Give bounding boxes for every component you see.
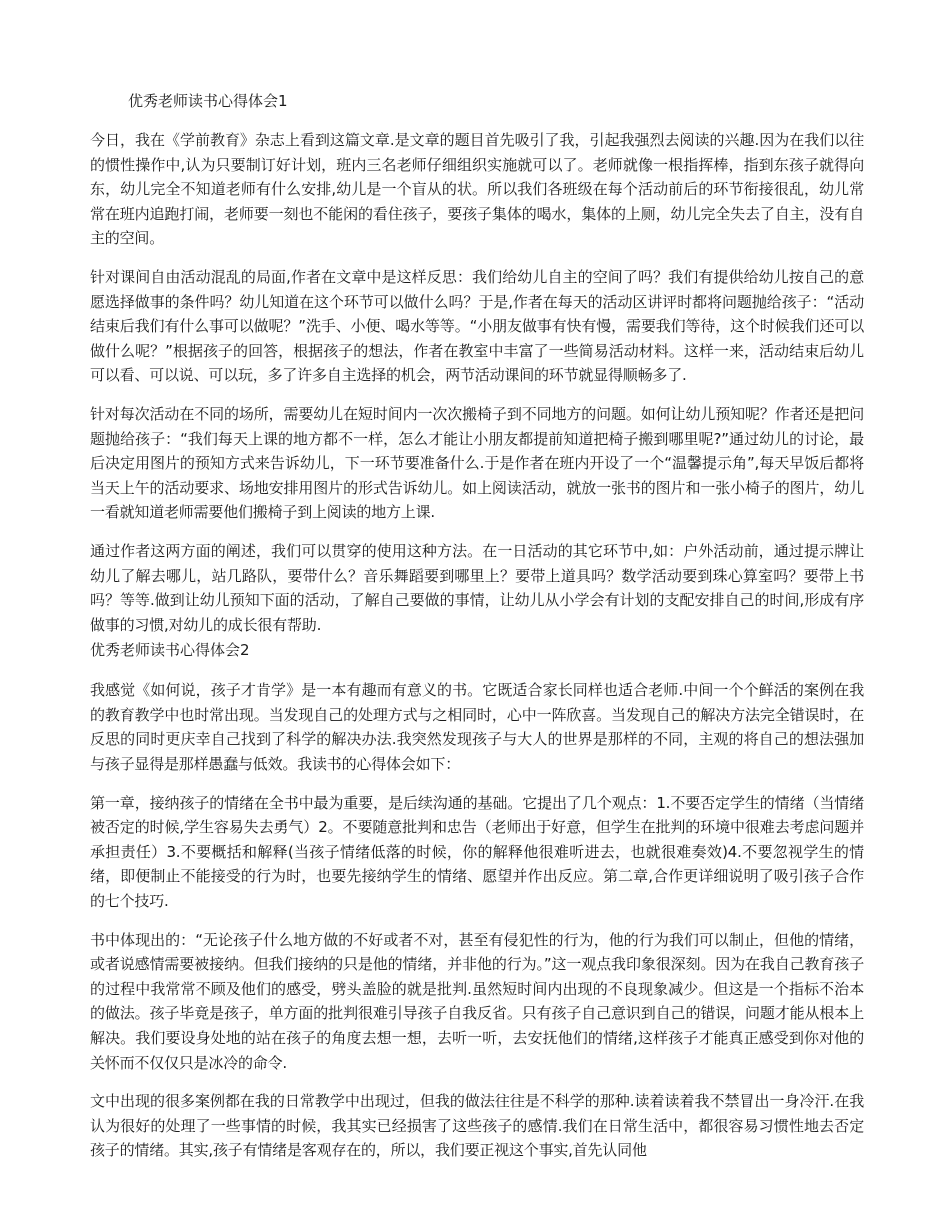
paragraph-2: 针对课间自由活动混乱的局面,作者在文章中是这样反思：我们给幼儿自主的空间了吗？我们有提供给幼儿按自己的意愿选择做事的条件吗？幼儿知道在这个环节可以做什么吗？于是,作者在每天的活动区讲评时都将问题抛给孩子：“活动结束后我们有什么事可以做呢？”洗手、小便、喝水等等。“小朋友做事有快有慢，需要我们等待，这个时候我们还可以做什么呢？”根据孩子的回答，根据孩子的想法，作者在教室中丰富了一些简易活动材料。这样一来，活动结束后幼儿可以看、可以说、可以玩，多了许多自主选择的机会，两节活动课间的环节就显得顺畅多了. — [90, 267, 864, 385]
paragraph-8: 文中出现的很多案例都在我的日常教学中出现过，但我的做法往往是不科学的那种.读着读着我不禁冒出一身冷汗.在我认为很好的处理了一些事情的时候，我其实已经损害了这些孩子的感情.我们在日常生活中，都很容易习惯性地去否定孩子的情绪。其实,孩子有情绪是客观存在的，所以，我们要正视这个事实,首先认同他 — [90, 1092, 864, 1160]
section-title-1: 优秀老师读书心得体会1 — [128, 92, 288, 110]
paragraph-6: 第一章，接纳孩子的情绪在全书中最为重要，是后续沟通的基础。它提出了几个观点：1.不要否定学生的情绪（当情绪被否定的时候,学生容易失去勇气）2。不要随意批判和忠告（老师出于好意，但学生在批判的环境中很难去考虑问题并承担责任）3.不要概括和解释(当孩子情绪低落的时候，你的解释他很难听进去，也就很难奏效)4.不要忽视学生的情绪，即便制止不能接受的行为时，也要先接纳学生的情绪、愿望并作出反应。第二章,合作更详细说明了吸引孩子合作的七个技巧. — [90, 793, 864, 911]
document-page — [90, 88, 864, 1177]
section-title-2: 优秀老师读书心得体会2 — [90, 641, 250, 660]
paragraph-3: 针对每次活动在不同的场所，需要幼儿在短时间内一次次搬椅子到不同地方的问题。如何让幼儿预知呢？作者还是把问题抛给孩子：“我们每天上课的地方都不一样，怎么才能让小朋友都提前知道把椅子搬到哪里呢?”通过幼儿的讨论，最后决定用图片的预知方式来告诉幼儿，下一环节要准备什么.于是作者在班内开设了一个“温馨提示角”,每天早饭后都将当天上午的活动要求、场地安排用图片的形式告诉幼儿。如上阅读活动，就放一张书的图片和一张小椅子的图片，幼儿一看就知道老师需要他们搬椅子到上阅读的地方上课. — [90, 404, 864, 522]
paragraph-1: 今日，我在《学前教育》杂志上看到这篇文章.是文章的题目首先吸引了我，引起我强烈去阅读的兴趣.因为在我们以往的惯性操作中,认为只要制订好计划，班内三名老师仔细组织实施就可以了。老师就像一根指挥棒，指到东孩子就得向东，幼儿完全不知道老师有什么安排,幼儿是一个盲从的状。所以我们各班级在每个活动前后的环节衔接很乱，幼儿常常在班内追跑打闹，老师要一刻也不能闲的看住孩子，要孩子集体的喝水，集体的上厕，幼儿完全失去了自主，没有自主的空间。 — [90, 131, 864, 248]
paragraph-5: 我感觉《如何说，孩子才肯学》是一本有趣而有意义的书。它既适合家长同样也适合老师.中间一个个鲜活的案例在我的教育教学中也时常出现。当发现自己的处理方式与之相同时，心中一阵欣喜。当发现自己的解决方法完全错误时，在反思的同时更庆幸自己找到了科学的解决办法.我突然发现孩子与大人的世界是那样的不同，主观的将自己的想法强加与孩子显得是那样愚蠢与低效。我读书的心得体会如下： — [90, 681, 864, 774]
paragraph-7: 书中体现出的：“无论孩子什么地方做的不好或者不对，甚至有侵犯性的行为，他的行为我们可以制止，但他的情绪，或者说感情需要被接纳。但我们接纳的只是他的情绪，并非他的行为。”这一观点我印象很深刻。因为在我自己教育孩子的过程中我常常不顾及他们的感受，劈头盖脸的就是批判.虽然短时间内出现的不良现象减少。但这是一个指标不治本的做法。孩子毕竟是孩子，单方面的批判很难引导孩子自我反省。只有孩子自己意识到自己的错误，问题才能从根本上解决。我们要设身处地的站在孩子的角度去想一想，去听一听，去安抚他们的情绪,这样孩子才能真正感受到你对他的关怀而不仅仅只是冰冷的命令. — [90, 930, 864, 1072]
paragraph-4: 通过作者这两方面的阐述，我们可以贯穿的使用这种方法。在一日活动的其它环节中,如：户外活动前，通过提示牌让幼儿了解去哪儿，站几路队，要带什么？音乐舞蹈要到哪里上？要带上道具吗？数学活动要到珠心算室吗？要带上书吗？等等.做到让幼儿预知下面的活动，了解自己要做的事情，让幼儿从小学会有计划的支配安排自己的时间,形成有序做事的习惯,对幼儿的成长很有帮助. — [90, 541, 864, 634]
